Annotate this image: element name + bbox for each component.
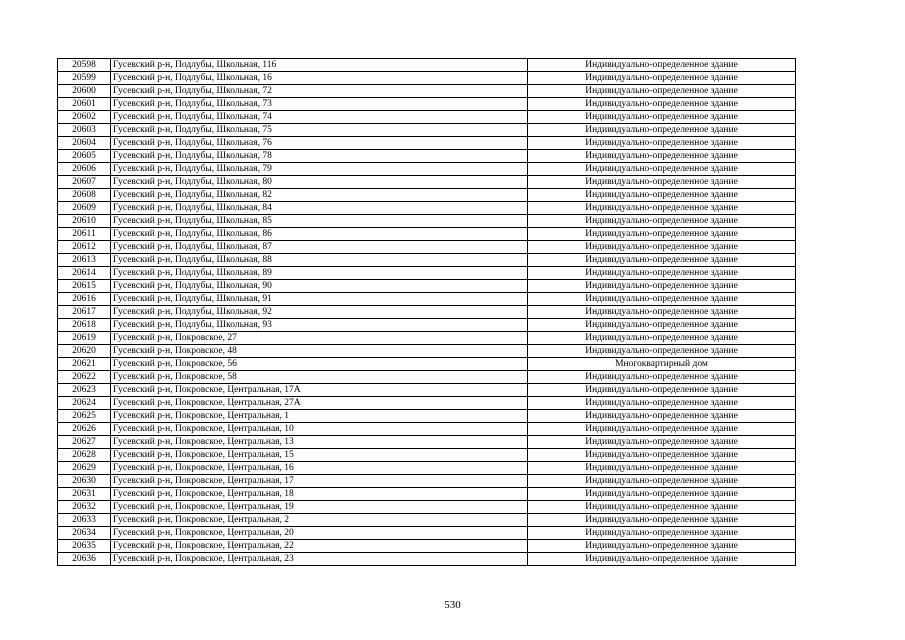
table-row [58,215,796,228]
row-id-cell: 20603 [58,124,111,137]
row-id-cell: 20617 [58,306,111,319]
table-row [58,397,796,410]
row-id-cell: 20600 [58,85,111,98]
row-type-cell: Индивидуально-определенное здание [528,436,796,449]
row-id-cell: 20629 [58,462,111,475]
row-type-cell: Индивидуально-определенное здание [528,397,796,410]
row-address-cell: Гусевский р-н, Подлубы, Школьная, 75 [111,124,528,137]
row-address-cell: Гусевский р-н, Покровское, 27 [111,332,528,345]
row-type-cell: Индивидуально-определенное здание [528,475,796,488]
row-address-cell: Гусевский р-н, Подлубы, Школьная, 76 [111,137,528,150]
row-address-cell: Гусевский р-н, Покровское, Центральная, 10 [111,423,528,436]
row-address-cell: Гусевский р-н, Подлубы, Школьная, 116 [111,59,528,72]
row-type-cell: Индивидуально-определенное здание [528,176,796,189]
table-row [58,358,796,371]
row-id-cell: 20628 [58,449,111,462]
row-id-cell: 20632 [58,501,111,514]
row-type-cell: Индивидуально-определенное здание [528,488,796,501]
row-type-cell: Индивидуально-определенное здание [528,384,796,397]
row-type-cell: Индивидуально-определенное здание [528,293,796,306]
row-type-cell: Индивидуально-определенное здание [528,111,796,124]
table-row [58,553,796,566]
row-address-cell: Гусевский р-н, Покровское, Центральная, 16 [111,462,528,475]
table-row [58,189,796,202]
table-row [58,267,796,280]
row-address-cell: Гусевский р-н, Подлубы, Школьная, 85 [111,215,528,228]
row-id-cell: 20621 [58,358,111,371]
table-row [58,540,796,553]
row-address-cell: Гусевский р-н, Покровское, Центральная, 17А [111,384,528,397]
row-type-cell: Индивидуально-определенное здание [528,215,796,228]
row-address-cell: Гусевский р-н, Подлубы, Школьная, 92 [111,306,528,319]
row-address-cell: Гусевский р-н, Подлубы, Школьная, 90 [111,280,528,293]
row-address-cell: Гусевский р-н, Покровское, 58 [111,371,528,384]
table-row [58,436,796,449]
row-type-cell: Индивидуально-определенное здание [528,85,796,98]
row-id-cell: 20633 [58,514,111,527]
row-address-cell: Гусевский р-н, Подлубы, Школьная, 80 [111,176,528,189]
row-address-cell: Гусевский р-н, Покровское, Центральная, 1 [111,410,528,423]
row-address-cell: Гусевский р-н, Подлубы, Школьная, 89 [111,267,528,280]
row-type-cell: Индивидуально-определенное здание [528,254,796,267]
table-row [58,163,796,176]
row-type-cell: Индивидуально-определенное здание [528,228,796,241]
table-row [58,150,796,163]
row-address-cell: Гусевский р-н, Покровское, Центральная, 18 [111,488,528,501]
row-type-cell: Индивидуально-определенное здание [528,319,796,332]
row-id-cell: 20635 [58,540,111,553]
row-address-cell: Гусевский р-н, Подлубы, Школьная, 88 [111,254,528,267]
row-address-cell: Гусевский р-н, Покровское, Центральная, 19 [111,501,528,514]
table-row [58,462,796,475]
row-id-cell: 20609 [58,202,111,215]
table-row [58,527,796,540]
row-address-cell: Гусевский р-н, Подлубы, Школьная, 72 [111,85,528,98]
row-id-cell: 20630 [58,475,111,488]
row-type-cell: Индивидуально-определенное здание [528,137,796,150]
row-address-cell: Гусевский р-н, Подлубы, Школьная, 93 [111,319,528,332]
row-address-cell: Гусевский р-н, Подлубы, Школьная, 91 [111,293,528,306]
row-type-cell: Индивидуально-определенное здание [528,449,796,462]
table-row [58,423,796,436]
row-type-cell: Индивидуально-определенное здание [528,98,796,111]
row-type-cell: Индивидуально-определенное здание [528,189,796,202]
table-row [58,501,796,514]
row-id-cell: 20618 [58,319,111,332]
table-row [58,85,796,98]
row-id-cell: 20631 [58,488,111,501]
row-id-cell: 20616 [58,293,111,306]
row-type-cell: Индивидуально-определенное здание [528,423,796,436]
row-id-cell: 20614 [58,267,111,280]
row-type-cell: Индивидуально-определенное здание [528,527,796,540]
row-id-cell: 20626 [58,423,111,436]
row-type-cell: Индивидуально-определенное здание [528,163,796,176]
row-id-cell: 20619 [58,332,111,345]
row-address-cell: Гусевский р-н, Покровское, 56 [111,358,528,371]
table-row [58,488,796,501]
row-id-cell: 20622 [58,371,111,384]
row-address-cell: Гусевский р-н, Подлубы, Школьная, 73 [111,98,528,111]
row-type-cell: Индивидуально-определенное здание [528,462,796,475]
table-row [58,124,796,137]
registry-table [57,58,796,566]
row-type-cell: Индивидуально-определенное здание [528,345,796,358]
row-type-cell: Индивидуально-определенное здание [528,332,796,345]
row-address-cell: Гусевский р-н, Покровское, Центральная, 27А [111,397,528,410]
table-row [58,449,796,462]
row-id-cell: 20613 [58,254,111,267]
row-id-cell: 20625 [58,410,111,423]
row-type-cell: Индивидуально-определенное здание [528,553,796,566]
row-type-cell: Многоквартирный дом [528,358,796,371]
row-type-cell: Индивидуально-определенное здание [528,501,796,514]
table-row [58,59,796,72]
table-row [58,475,796,488]
row-address-cell: Гусевский р-н, Покровское, Центральная, 20 [111,527,528,540]
row-id-cell: 20623 [58,384,111,397]
table-row [58,228,796,241]
row-address-cell: Гусевский р-н, Подлубы, Школьная, 78 [111,150,528,163]
row-id-cell: 20601 [58,98,111,111]
table-row [58,384,796,397]
row-id-cell: 20636 [58,553,111,566]
row-id-cell: 20608 [58,189,111,202]
row-id-cell: 20624 [58,397,111,410]
row-id-cell: 20610 [58,215,111,228]
table-row [58,293,796,306]
row-id-cell: 20606 [58,163,111,176]
row-address-cell: Гусевский р-н, Покровское, Центральная, 13 [111,436,528,449]
row-address-cell: Гусевский р-н, Покровское, Центральная, 15 [111,449,528,462]
row-id-cell: 20599 [58,72,111,85]
row-address-cell: Гусевский р-н, Подлубы, Школьная, 84 [111,202,528,215]
row-type-cell: Индивидуально-определенное здание [528,280,796,293]
table-row [58,72,796,85]
row-type-cell: Индивидуально-определенное здание [528,306,796,319]
row-type-cell: Индивидуально-определенное здание [528,410,796,423]
row-type-cell: Индивидуально-определенное здание [528,514,796,527]
table-row [58,202,796,215]
table-row [58,241,796,254]
row-id-cell: 20612 [58,241,111,254]
row-address-cell: Гусевский р-н, Подлубы, Школьная, 16 [111,72,528,85]
table-row [58,319,796,332]
row-id-cell: 20611 [58,228,111,241]
row-address-cell: Гусевский р-н, Подлубы, Школьная, 82 [111,189,528,202]
row-id-cell: 20604 [58,137,111,150]
row-address-cell: Гусевский р-н, Покровское, Центральная, 22 [111,540,528,553]
page-number: 530 [444,599,461,611]
table-row [58,306,796,319]
row-type-cell: Индивидуально-определенное здание [528,267,796,280]
row-id-cell: 20620 [58,345,111,358]
table-row [58,111,796,124]
row-type-cell: Индивидуально-определенное здание [528,371,796,384]
row-id-cell: 20605 [58,150,111,163]
table-row [58,332,796,345]
row-type-cell: Индивидуально-определенное здание [528,124,796,137]
table-row [58,98,796,111]
table-row [58,137,796,150]
row-type-cell: Индивидуально-определенное здание [528,202,796,215]
row-address-cell: Гусевский р-н, Покровское, Центральная, 23 [111,553,528,566]
row-id-cell: 20615 [58,280,111,293]
row-id-cell: 20627 [58,436,111,449]
row-address-cell: Гусевский р-н, Подлубы, Школьная, 79 [111,163,528,176]
row-type-cell: Индивидуально-определенное здание [528,150,796,163]
row-address-cell: Гусевский р-н, Подлубы, Школьная, 86 [111,228,528,241]
row-type-cell: Индивидуально-определенное здание [528,59,796,72]
registry-table-body [58,59,796,566]
table-row [58,254,796,267]
row-id-cell: 20598 [58,59,111,72]
table-row [58,410,796,423]
table-row [58,371,796,384]
row-address-cell: Гусевский р-н, Покровское, Центральная, 2 [111,514,528,527]
row-id-cell: 20602 [58,111,111,124]
row-address-cell: Гусевский р-н, Подлубы, Школьная, 74 [111,111,528,124]
table-row [58,280,796,293]
row-address-cell: Гусевский р-н, Подлубы, Школьная, 87 [111,241,528,254]
table-row [58,514,796,527]
row-id-cell: 20607 [58,176,111,189]
row-type-cell: Индивидуально-определенное здание [528,241,796,254]
table-row [58,176,796,189]
row-type-cell: Индивидуально-определенное здание [528,72,796,85]
table-row [58,345,796,358]
row-address-cell: Гусевский р-н, Покровское, 48 [111,345,528,358]
row-type-cell: Индивидуально-определенное здание [528,540,796,553]
row-address-cell: Гусевский р-н, Покровское, Центральная, 17 [111,475,528,488]
row-id-cell: 20634 [58,527,111,540]
